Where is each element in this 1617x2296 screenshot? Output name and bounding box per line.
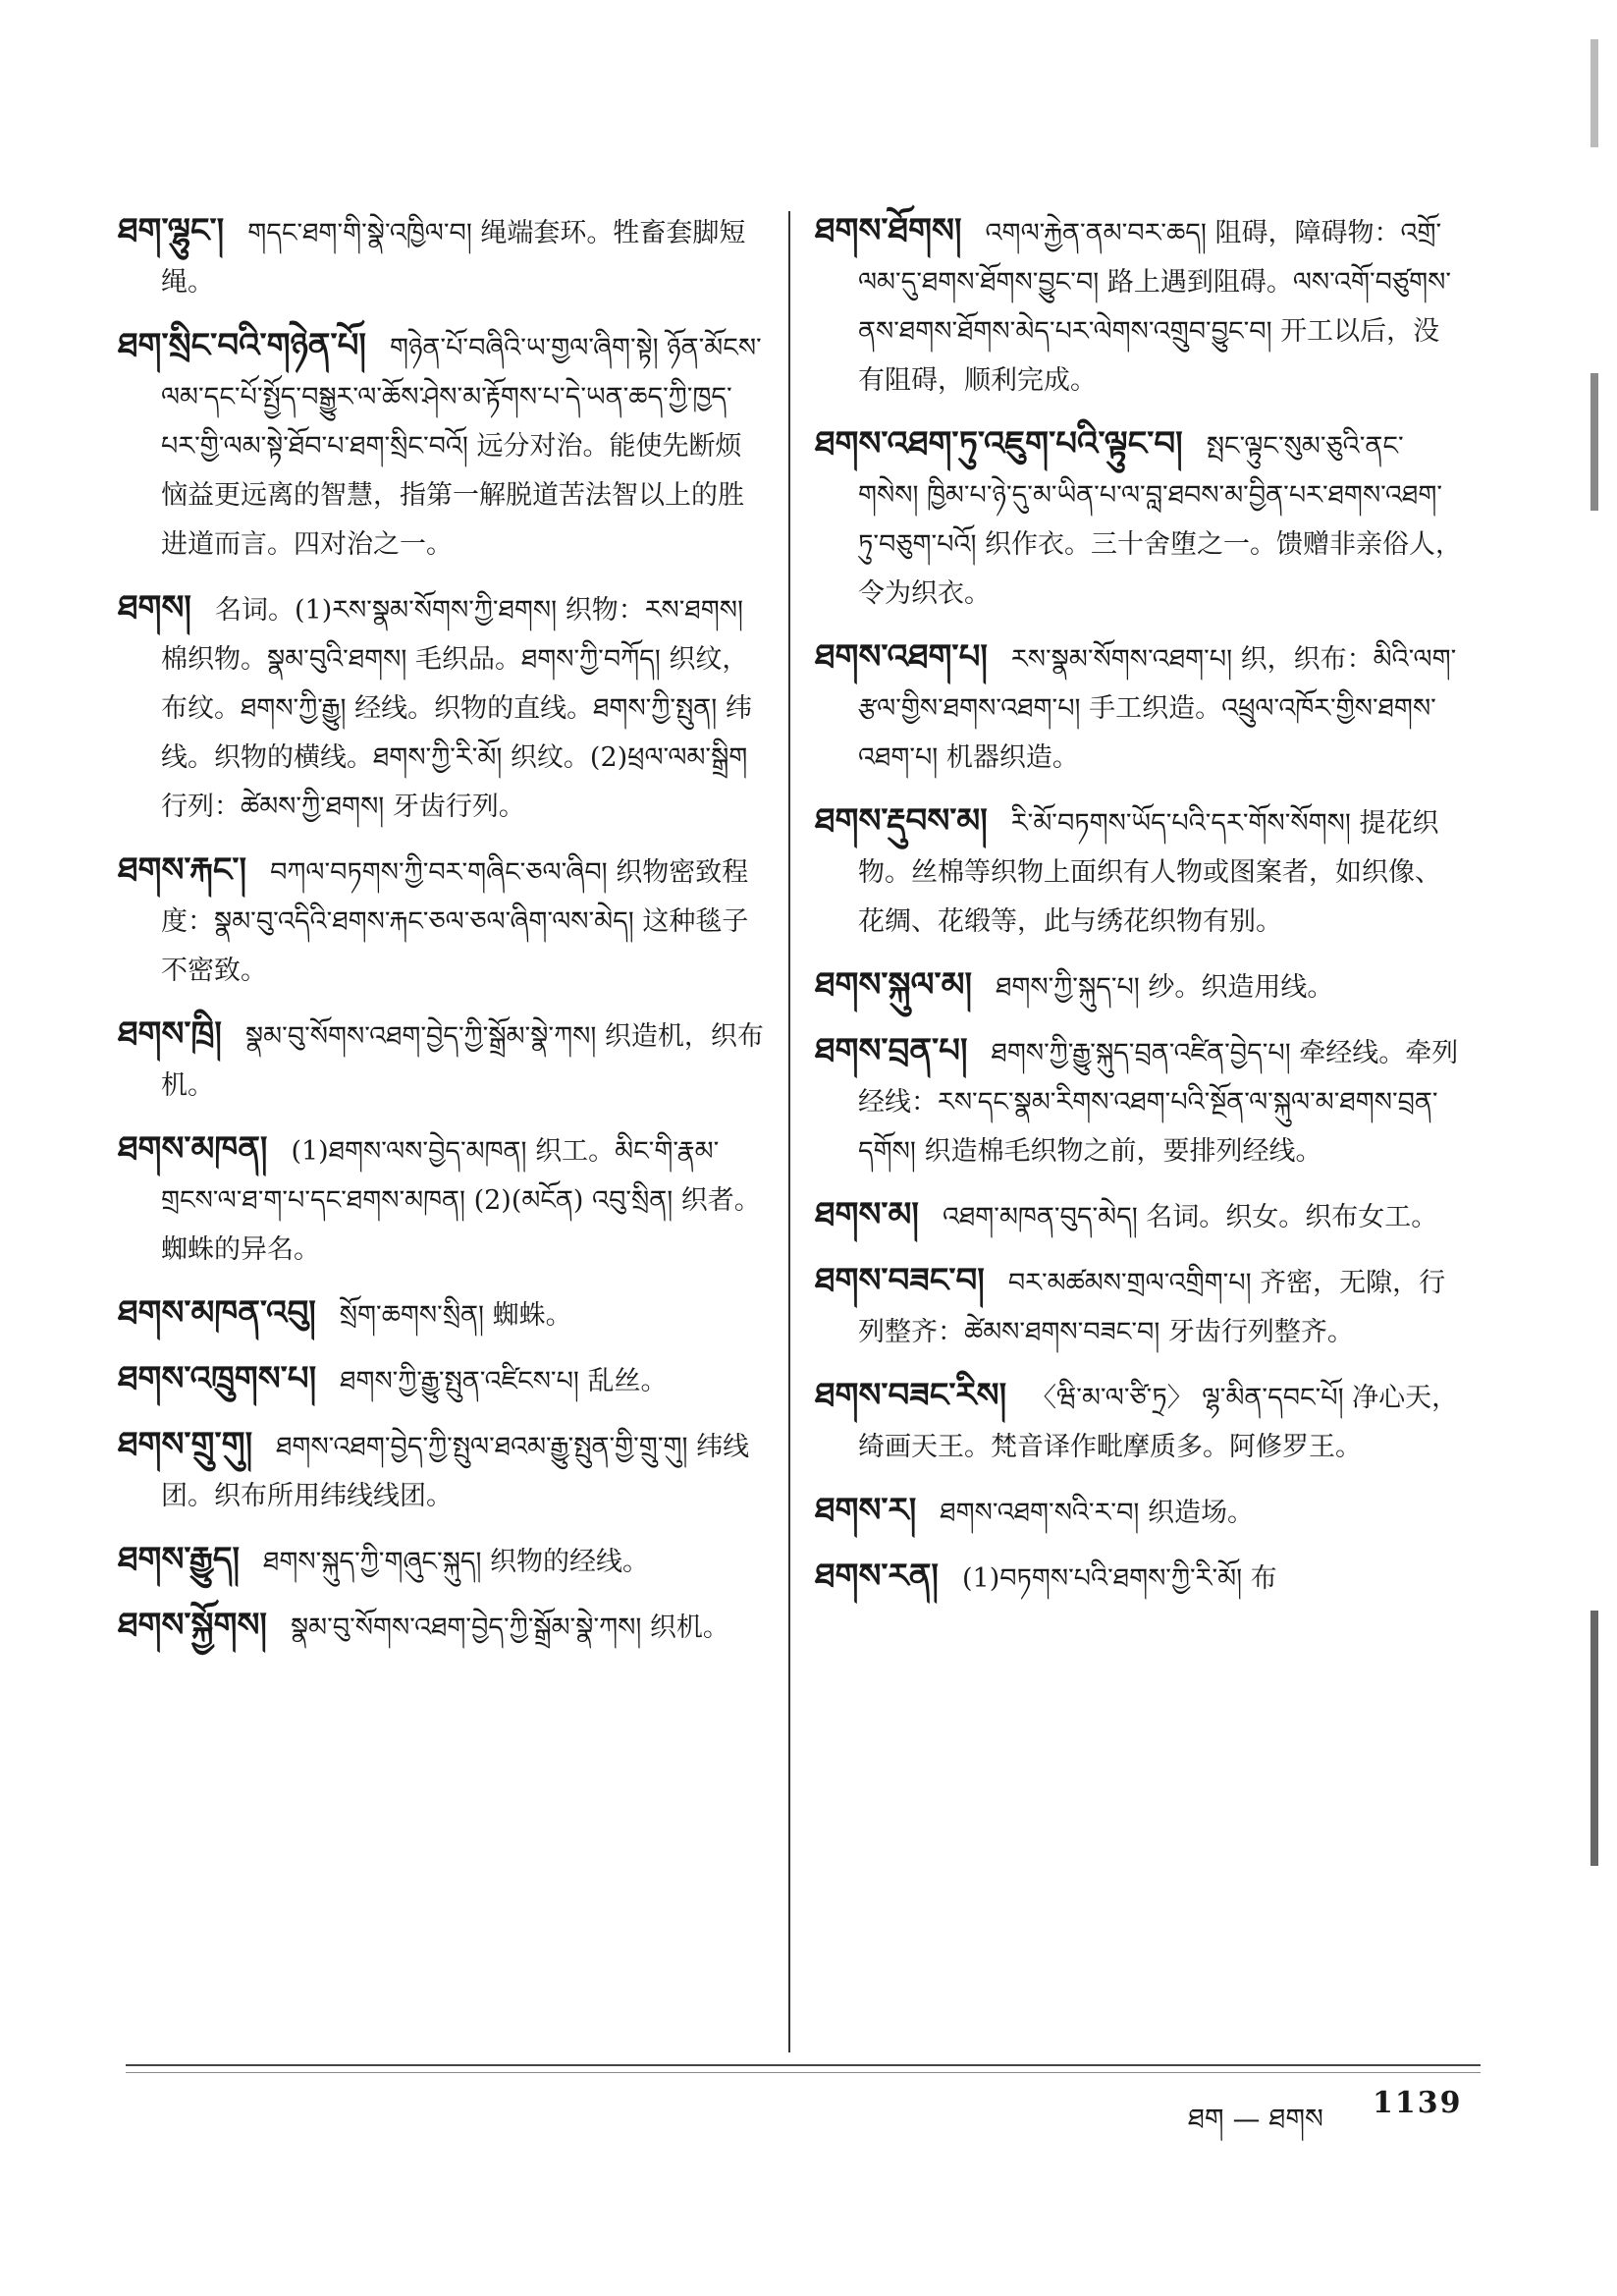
dictionary-entry [118, 1124, 766, 1275]
dictionary-entry [815, 419, 1463, 619]
entry-headword: ཐགས་མཁན་འབུ། [118, 1293, 316, 1333]
entry-definition: ཐགས་སྐུད་ཀྱི་གཞུང་སྐུད། 织物的经线。 [263, 1547, 650, 1577]
scan-margin-mark [1590, 1611, 1598, 1866]
dictionary-entry [118, 1354, 766, 1406]
entry-headword: ཐགས་རྒྱུད། [118, 1540, 241, 1579]
entry-headword: ཐག་ལྷུང་། [118, 211, 225, 250]
dictionary-entry [815, 1552, 1463, 1604]
entry-definition: འཐག་མཁན་བུད་མེད། 名词。织女。织布女工。 [942, 1202, 1438, 1232]
entry-headword: ཐགས་སྐྱོགས། [118, 1606, 267, 1645]
entry-headword: ཐག་སྲིང་བའི་གཉེན་པོ། [118, 326, 366, 365]
dictionary-entry [815, 1190, 1463, 1242]
dictionary-entry [118, 1535, 766, 1587]
entry-definition: འགལ་རྐྱེན་ནམ་བར་ཆད། 阻碍，障碍物：འགྲོ་ལམ་དུ་ཐགས་ཐོགས་བྱུང་བ། 路上遇到阻碍。ལས་འགོ་བཙུགས་ནས་ཐགས་ཐོགས་མེད་པར་ལེགས་འགྲུབ་བྱུང་བ། 开工以后，没有阻碍，顺利完成。 [858, 218, 1452, 396]
right-column [815, 206, 1463, 1617]
entry-definition: ཐགས་འཐག་སའི་ར་བ། 织造场。 [940, 1498, 1254, 1528]
dictionary-entry [118, 583, 766, 832]
dictionary-entry [118, 1420, 766, 1521]
entry-headword: ཐགས་སྐུལ་མ། [815, 965, 973, 1005]
page-number: 1139 [1373, 2086, 1463, 2120]
entry-definition: བར་མཚམས་གྲལ་འགྲིག་པ། 齐密，无隙，行列整齐：ཚེམས་ཐགས་བཟང་བ། 牙齿行列整齐。 [858, 1268, 1446, 1347]
entry-headword: ཐགས་འཐག་པ། [815, 637, 988, 677]
entry-headword: ཐགས། [118, 588, 191, 628]
entry-definition: རི་མོ་བཏགས་ཡོད་པའི་དར་གོས་སོགས། 提花织物。丝棉等织物上面织有人物或图案者，如织像、花绸、花缎等，此与绣花织物有别。 [858, 808, 1441, 937]
running-head: ཐག — ཐགས [1188, 2103, 1323, 2135]
dictionary-entry [118, 1601, 766, 1653]
entry-headword: ཐགས་ར། [815, 1491, 917, 1530]
entry-definition: གདང་ཐག་གི་སྣེ་འཁྱིལ་བ། 绳端套环。牲畜套脚短绳。 [161, 218, 746, 298]
entry-headword: ཐགས་རྡུབས་མ། [815, 801, 988, 841]
dictionary-entry [118, 206, 766, 307]
entry-headword: ཐགས་ཐོགས། [815, 211, 962, 250]
entry-definition: སྣམ་བུ་སོགས་འཐག་བྱེད་ཀྱི་སྒྲོམ་སྣེ་ཀས། 织机。 [290, 1613, 729, 1643]
dictionary-entry [815, 632, 1463, 783]
entry-headword: ཐགས་རན། [815, 1557, 939, 1596]
dictionary-entry [815, 206, 1463, 406]
scan-margin-mark [1590, 373, 1598, 511]
entry-definition: 〈ཝི་མ་ལ་ཙི་ཏྲ〉 ལྷ་མིན་དབང་པོ། 净心天，绮画天王。梵音译作毗摩质多。阿修罗王。 [858, 1383, 1459, 1462]
left-column [118, 206, 766, 1667]
entry-definition: 名词。(1)རས་སྣམ་སོགས་ཀྱི་ཐགས། 织物：རས་ཐགས། 棉织物。སྣམ་བུའི་ཐགས། 毛织品。ཐགས་ཀྱི་བཀོད། 织纹，布纹。ཐགས་ཀྱི་རྒྱུ། 经线。织物的直线。ཐགས་ཀྱི་སྤུན། 纬线。织物的横线。ཐགས་ཀྱི་རི་མོ། 织纹。(2)ཕྲལ་ལམ་སྒྲིག 行列：ཚེམས་ཀྱི་ཐགས། 牙齿行列。 [161, 595, 752, 822]
entry-definition: གཉེན་པོ་བཞིའི་ཡ་གྱལ་ཞིག་སྟེ། ཉོན་མོངས་ལམ་དང་པོ་སྤྱོད་བསྒྱུར་ལ་ཆོས་ཤེས་མ་རྟོགས་པ་དེ་ཡན་ཆད་ཀྱི་ཁྱད་པར་གྱི་ལམ་སྟེ་ཐོབ་པ་ཐག་སྲིང་བའོ། 远分对治。能使先断烦恼益更远离的智慧，指第一解脱道苦法智以上的胜进道而言。四对治之一。 [161, 333, 762, 560]
entry-headword: ཐགས་འཁྲུགས་པ། [118, 1359, 317, 1398]
entry-definition: བཀལ་བཏགས་ཀྱི་བར་གཞིང་ཅལ་ཞིབ། 织物密致程度：སྣམ་བུ་འདིའི་ཐགས་རྐང་ཅལ་ཅལ་ཞིག་ལས་མེད། 这种毯子不密致。 [161, 857, 749, 986]
dictionary-entry [118, 1010, 766, 1111]
entry-headword: ཐགས་མཁན། [118, 1129, 268, 1169]
entry-headword: ཐགས་གྲུ་གུ། [118, 1425, 253, 1464]
entry-definition: ཐགས་ཀྱི་རྒྱུ་སྤུན་འཛིངས་པ། 乱丝。 [340, 1366, 668, 1396]
entry-definition: (1)བཏགས་པའི་ཐགས་ཀྱི་རི་མོ། 布 [961, 1563, 1277, 1594]
entry-headword: ཐགས་བཟང་རིས། [815, 1376, 1007, 1415]
entry-definition: ཐགས་ཀྱི་སྐུད་པ། 纱。织造用线。 [996, 972, 1334, 1003]
dictionary-entry [815, 1486, 1463, 1538]
entry-headword: ཐགས་འཐག་ཏུ་འཇུག་པའི་ལྟུང་བ། [815, 424, 1183, 464]
entry-headword: ཐགས་བྲན་པ། [815, 1031, 968, 1070]
scan-margin-mark [1590, 39, 1598, 147]
entry-definition: རས་སྣམ་སོགས་འཐག་པ། 织，织布：མིའི་ལག་རྩལ་གྱིས་ཐགས་འཐག་པ། 手工织造。འཕྲུལ་འཁོར་གྱིས་ཐགས་འཐག་པ། 机器织造。 [858, 644, 1457, 773]
column-divider [788, 211, 790, 2052]
entry-definition: ཐགས་འཐག་བྱེད་ཀྱི་སྤུལ་ཐའམ་རྒྱུ་སྤུན་གྱི་གྲུ་གུ། 纬线团。织布所用纬线线团。 [161, 1432, 750, 1511]
footer-rule-thin [126, 2072, 1481, 2073]
entry-definition: སྲོག་ཆགས་སྲིན། 蜘蛛。 [339, 1300, 572, 1331]
entry-definition: ཐགས་ཀྱི་རྒྱུ་སྐུད་བྲན་འཛིན་བྱེད་པ། 牵经线。牵列经线：རས་དང་སྣམ་རིགས་འཐག་པའི་སྔོན་ལ་སྐུལ་མ་ཐགས་བྲན་དགོས། 织造棉毛织物之前，要排列经线。 [858, 1038, 1459, 1167]
dictionary-entry [118, 1288, 766, 1340]
footer-rule [126, 2064, 1481, 2066]
entry-definition: (1)ཐགས་ལས་བྱེད་མཁན། 织工。མིང་གི་རྣམ་གྲངས་ལ་ཐ་ག་པ་དང་ཐགས་མཁན། (2)(མངོན) འབུ་སྲིན། 织者。蜘蛛的异名。 [161, 1136, 761, 1265]
entry-headword: ཐགས་ཁྲི། [118, 1014, 222, 1054]
entry-headword: ཐགས་རྐང་། [118, 850, 247, 890]
dictionary-entry [815, 1371, 1463, 1472]
entry-headword: ཐགས་མ། [815, 1195, 919, 1234]
entry-definition: སྤང་ལྟུང་སུམ་ཅུའི་ནང་གསེས། ཁྱིམ་པ་ཉེ་དུ་མ་ཡིན་པ་ལ་བླ་ཐབས་མ་བྱིན་པར་ཐགས་འཐག་ཏུ་བཅུག་པའོ། 织作衣。三十舍堕之一。馈赠非亲俗人，令为织衣。 [858, 431, 1463, 609]
entry-headword: ཐགས་བཟང་བ། [815, 1261, 985, 1300]
dictionary-entry [118, 846, 766, 996]
dictionary-entry [118, 321, 766, 570]
dictionary-entry [815, 1256, 1463, 1357]
dictionary-entry [815, 1026, 1463, 1176]
dictionary-entry [815, 796, 1463, 947]
entry-definition: སྣམ་བུ་སོགས་འཐག་བྱེད་ཀྱི་སྒྲོམ་སྣེ་ཀས། 织造机，织布机。 [161, 1021, 764, 1101]
dictionary-entry [815, 960, 1463, 1012]
